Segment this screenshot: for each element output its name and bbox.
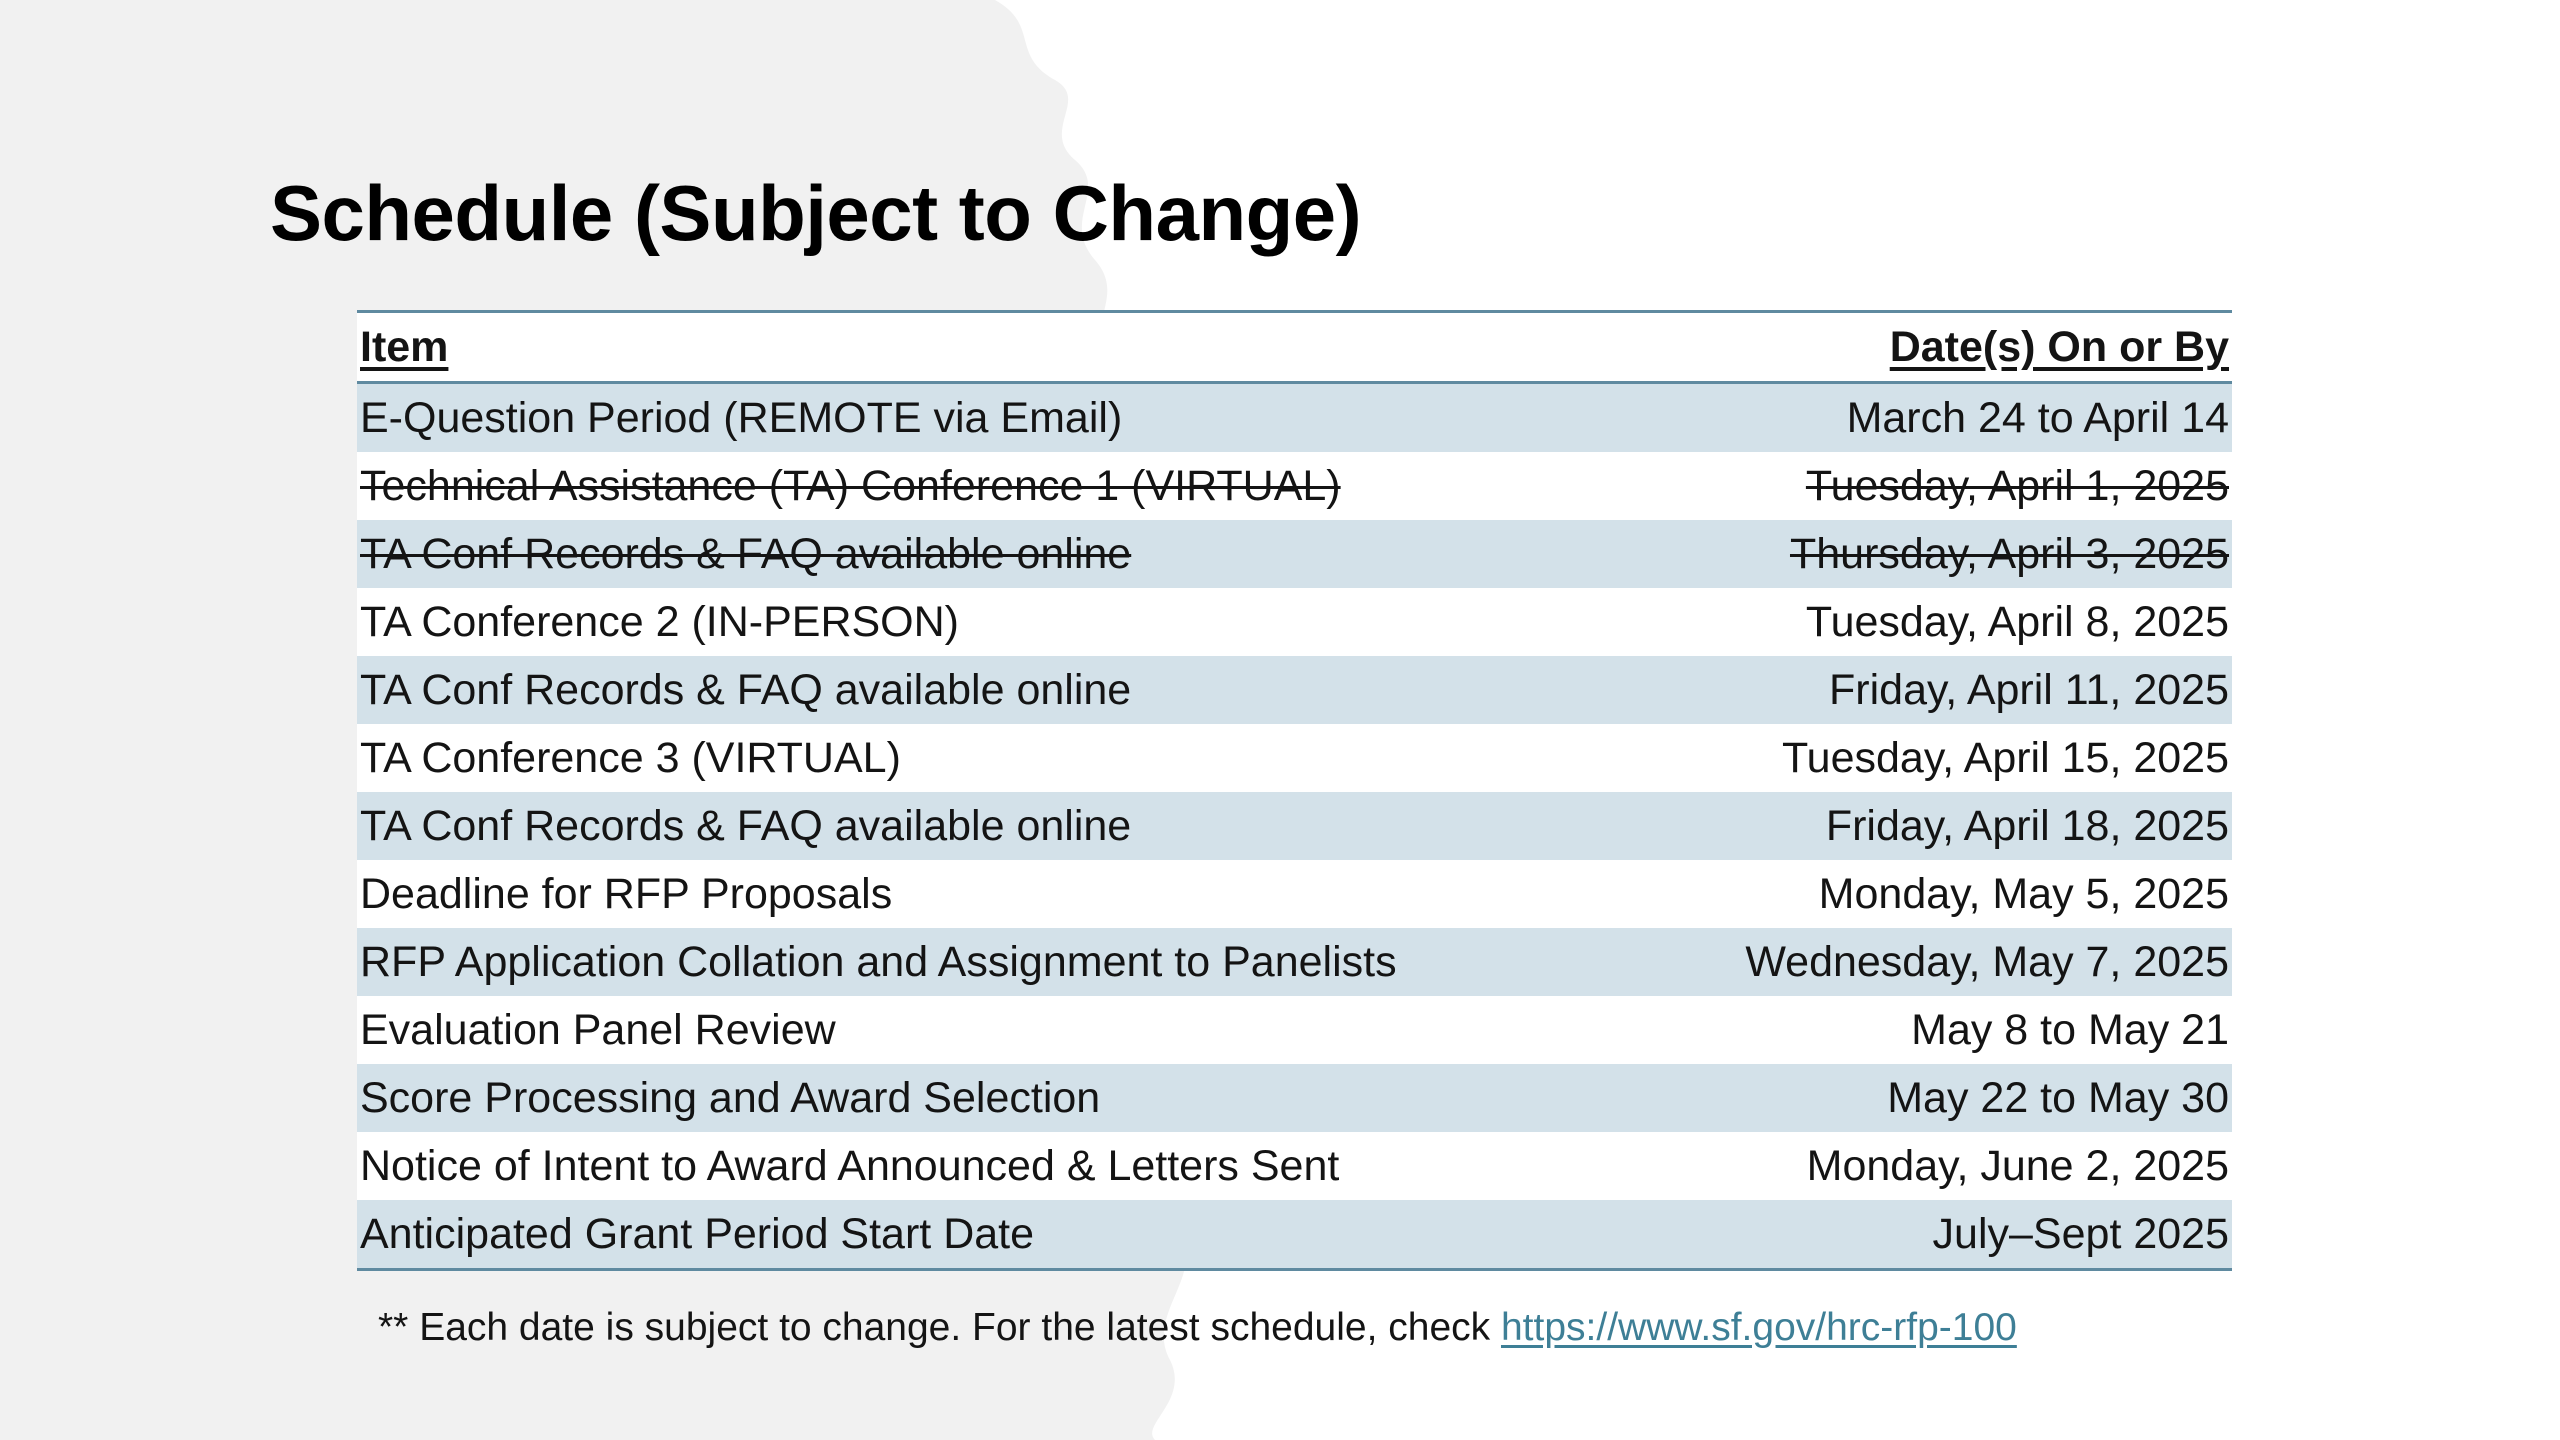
row-date: July–Sept 2025 [1538,1200,2232,1270]
table-row [357,1132,2232,1200]
footnote-text: ** Each date is subject to change. For the latest schedule, check [378,1306,1501,1349]
table-row [357,383,2232,453]
slide-title: Schedule (Subject to Change) [270,169,1362,257]
table-row [357,1064,2232,1132]
row-item: RFP Application Collation and Assignment to Panelists [357,928,1538,996]
table-row [357,860,2232,928]
table-row [357,996,2232,1064]
row-item: TA Conf Records & FAQ available online [357,520,1538,588]
table-row [357,588,2232,656]
row-date: Wednesday, May 7, 2025 [1538,928,2232,996]
schedule-table [357,310,2232,1271]
table-row [357,656,2232,724]
row-date: March 24 to April 14 [1538,383,2232,453]
row-item: Deadline for RFP Proposals [357,860,1538,928]
row-date: May 8 to May 21 [1538,996,2232,1064]
row-item: Evaluation Panel Review [357,996,1538,1064]
row-item: TA Conf Records & FAQ available online [357,792,1538,860]
row-item: Score Processing and Award Selection [357,1064,1538,1132]
row-item: Notice of Intent to Award Announced & Letters Sent [357,1132,1538,1200]
row-item: TA Conference 2 (IN-PERSON) [357,588,1538,656]
row-date: Tuesday, April 15, 2025 [1538,724,2232,792]
row-date: Friday, April 11, 2025 [1538,656,2232,724]
row-item: TA Conference 3 (VIRTUAL) [357,724,1538,792]
table-row [357,792,2232,860]
row-item: TA Conf Records & FAQ available online [357,656,1538,724]
row-date: Monday, June 2, 2025 [1538,1132,2232,1200]
schedule-link[interactable]: https://www.sf.gov/hrc-rfp-100 [1500,1306,2017,1349]
row-item: E-Question Period (REMOTE via Email) [357,383,1538,453]
table-row [357,724,2232,792]
row-item: Anticipated Grant Period Start Date [357,1200,1538,1270]
row-item: Technical Assistance (TA) Conference 1 (VIRTUAL) [357,452,1538,520]
footnote [378,1306,2017,1350]
header-item: Item [357,312,1538,383]
table-row [357,1200,2232,1270]
row-date: Monday, May 5, 2025 [1538,860,2232,928]
row-date: Thursday, April 3, 2025 [1538,520,2232,588]
row-date: Friday, April 18, 2025 [1538,792,2232,860]
row-date: Tuesday, April 8, 2025 [1538,588,2232,656]
table-row [357,928,2232,996]
row-date: May 22 to May 30 [1538,1064,2232,1132]
table-header-row [357,312,2232,383]
row-date: Tuesday, April 1, 2025 [1538,452,2232,520]
header-date: Date(s) On or By [1538,312,2232,383]
table-row [357,452,2232,520]
table-row [357,520,2232,588]
